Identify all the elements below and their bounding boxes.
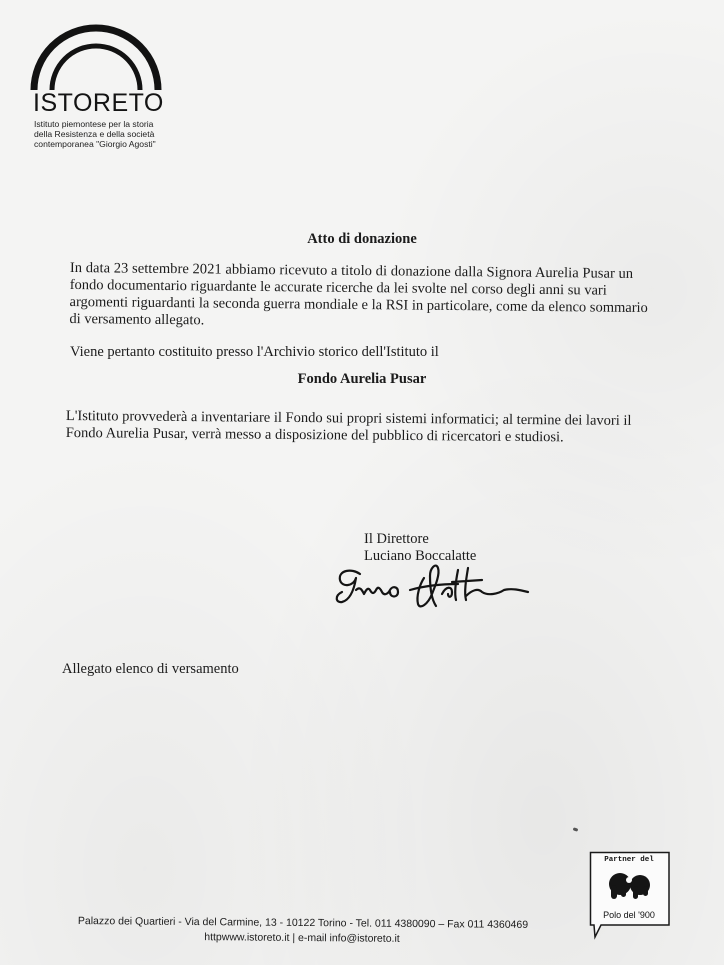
handwritten-signature bbox=[332, 560, 532, 616]
paragraph-archive: Viene pertanto costituito presso l'Archivio storico dell'Istituto il bbox=[70, 344, 439, 360]
paper-speck bbox=[573, 827, 579, 832]
istoreto-logo bbox=[30, 12, 190, 149]
footer-web: httpwww.istoreto.it | e-mail info@istoreto.it bbox=[204, 931, 400, 945]
badge-heading: Partner del bbox=[604, 856, 654, 864]
paragraph-inventory: L'Istituto provvederà a inventariare il Fondo sui propri sistemi informatici; al termine dei lavori il Fondo Aurelia Pusar, verrà messo a disposizione del pubblico di ricercatori e studiosi. bbox=[65, 408, 632, 446]
footer-address: Palazzo dei Quartieri - Via del Carmine, 13 - 10122 Torino - Tel. 011 4380090 – Fax 011 4360469 bbox=[77, 915, 529, 931]
logo-name: ISTORETO bbox=[33, 89, 164, 117]
logo-subtitle: Istituto piemontese per la storia della Resistenza e della società contemporanea "Giorgio Agosti" bbox=[34, 119, 156, 149]
attachment-note: Allegato elenco di versamento bbox=[62, 661, 239, 677]
signer-name: Luciano Boccalatte bbox=[364, 548, 477, 564]
signer-role: Il Direttore bbox=[364, 531, 429, 547]
arch-logo-icon bbox=[30, 12, 162, 92]
partner-badge bbox=[589, 851, 673, 941]
document-title: Atto di donazione bbox=[307, 231, 417, 247]
footer bbox=[0, 916, 610, 946]
badge-label: Polo del '900 bbox=[603, 910, 655, 920]
paragraph-donation: In data 23 settembre 2021 abbiamo ricevuto a titolo di donazione dalla Signora Aurelia Pusar un fondo documentario riguardante le accurate ricerche da lei svolte nel corso degli anni su vari argomenti riguardanti la seconda guerra mondiale e la RSI in particolare, come da elenco sommario di versamento allegato. bbox=[69, 260, 648, 329]
polo-del-900-logo-icon bbox=[607, 871, 653, 903]
fondo-name: Fondo Aurelia Pusar bbox=[297, 371, 427, 387]
